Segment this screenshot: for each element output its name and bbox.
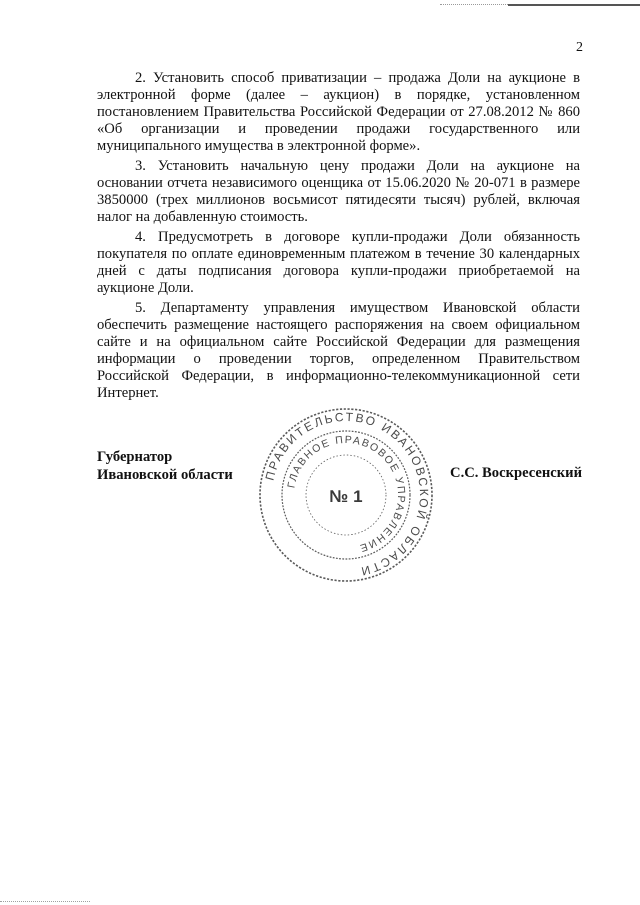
- paragraph-5: 5. Департаменту управления имуществом Ивановской области обеспечить размещение настоящего распоряжения на своем официальном сайте и на официальном сайте Российской Федерации для размещения информации о проведении торгов, определенном Правительством Российской Федерации, в информационно-телекоммуникационной сети Интернет.: [97, 300, 580, 401]
- signatory-name: С.С. Воскресенский: [450, 465, 582, 481]
- paragraph-4: 4. Предусмотреть в договоре купли-продажи Доли обязанность покупателя по оплате единовременным платежом в течение 30 календарных дней с даты подписания договора купли-продажи приобретаемой на аукционе Доли.: [97, 229, 580, 296]
- seal-center-number: № 1: [329, 487, 363, 506]
- paragraph-3: 3. Установить начальную цену продажи Доли на аукционе на основании отчета независимого оценщика от 15.06.2020 № 20-071 в размере 3850000 (трех миллионов восьмисот пятидесяти тысяч) рублей, включая налог на добавленную стоимость.: [97, 158, 580, 225]
- signatory-title-line1: Губернатор: [97, 449, 173, 465]
- document-body: [97, 70, 580, 405]
- seal-inner-text: ГЛАВНОЕ ПРАВОВОЕ УПРАВЛЕНИЕ: [285, 433, 408, 555]
- signatory-title-line2: Ивановской области: [97, 467, 233, 483]
- official-seal-stamp: [256, 405, 436, 585]
- seal-outer-text: ПРАВИТЕЛЬСТВО ИВАНОВСКОЙ ОБЛАСТИ: [262, 409, 432, 579]
- scan-artifact-top-bar: [508, 4, 640, 6]
- page-number: 2: [576, 40, 583, 55]
- paragraph-2: 2. Установить способ приватизации – продажа Доли на аукционе в электронной форме (далее – аукцион) в порядке, установленном постановлением Правительства Российской Федерации от 27.08.2012 № 860 «Об организации и проведении продажи государственного или муниципального имущества в электронной форме».: [97, 70, 580, 154]
- scan-artifact-bottom: [0, 899, 90, 902]
- signatory-title: [97, 448, 233, 484]
